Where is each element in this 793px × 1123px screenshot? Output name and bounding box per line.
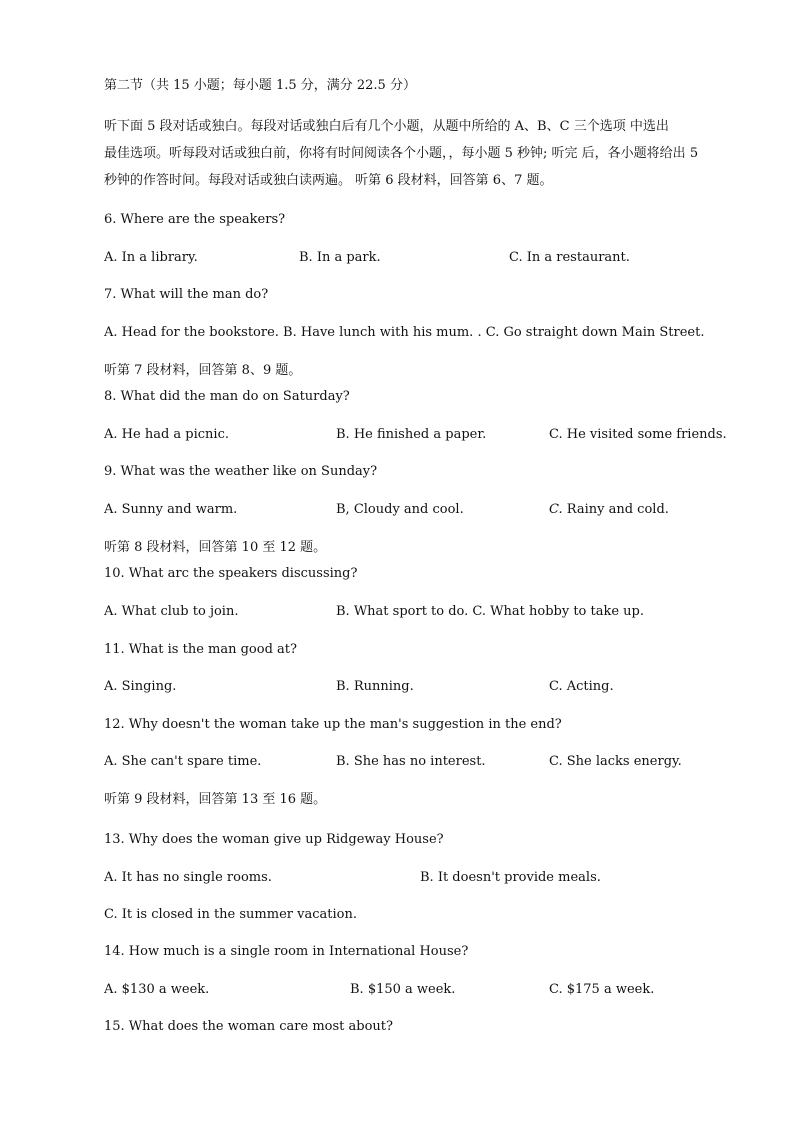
q11-option-b: B. Running. xyxy=(336,679,414,694)
q12-option-b: B. She has no interest. xyxy=(336,754,486,769)
part-8-heading: 听第 8 段材料，回答第 10 至 12 题。 xyxy=(104,540,327,555)
q14-option-c: C. $175 a week. xyxy=(549,982,655,997)
question-11: 11. What is the man good at? xyxy=(104,642,297,657)
q11-option-c: C. Acting. xyxy=(549,679,614,694)
q14-option-a: A. $130 a week. xyxy=(104,982,210,997)
q9-option-c-letter: C. xyxy=(549,502,563,517)
q12-option-c: C. She lacks energy. xyxy=(549,754,682,769)
question-8: 8. What did the man do on Saturday? xyxy=(104,389,350,404)
q13-option-a: A. It has no single rooms. xyxy=(104,870,272,885)
question-10: 10. What arc the speakers discussing? xyxy=(104,566,358,581)
question-7: 7. What will the man do? xyxy=(104,287,269,302)
part-9-heading: 听第 9 段材料，回答第 13 至 16 题。 xyxy=(104,792,327,807)
q12-option-a: A. She can't spare time. xyxy=(104,754,262,769)
question-13: 13. Why does the woman give up Ridgeway House? xyxy=(104,832,444,847)
question-9: 9. What was the weather like on Sunday? xyxy=(104,464,378,479)
q8-option-c: C. He visited some friends. xyxy=(549,427,727,442)
question-14: 14. How much is a single room in International House? xyxy=(104,944,469,959)
q11-option-a: A. Singing. xyxy=(104,679,177,694)
instructions-line-2: 最佳选项。听每段对话或独白前，你将有时间阅读各个小题，，每小题 5 秒钟; 听完 后，各小题将给出 5 xyxy=(104,146,699,161)
section-heading: 第二节（共 15 小题；每小题 1.5 分，满分 22.5 分） xyxy=(104,78,416,93)
q7-options: A. Head for the bookstore. B. Have lunch with his mum. . C. Go straight down Main Street. xyxy=(104,325,705,340)
q13-option-b: B. It doesn't provide meals. xyxy=(420,870,601,885)
q9-option-b: B, Cloudy and cool. xyxy=(336,502,464,517)
q9-option-c-text: Rainy and cold. xyxy=(562,502,669,517)
q8-option-a: A. He had a picnic. xyxy=(104,427,229,442)
q14-option-b: B. $150 a week. xyxy=(350,982,456,997)
q6-option-a: A. In a library. xyxy=(104,250,198,265)
q9-option-c xyxy=(549,501,669,519)
question-15: 15. What does the woman care most about? xyxy=(104,1019,393,1034)
instructions-line-1: 听下面 5 段对话或独白。每段对话或独白后有几个小题，从题中所给的 A、B、C 三个选项 中选出 xyxy=(104,119,669,134)
q10-option-bc: B. What sport to do. C. What hobby to take up. xyxy=(336,604,645,619)
question-6: 6. Where are the speakers? xyxy=(104,212,286,227)
q10-option-a: A. What club to join. xyxy=(104,604,239,619)
q13-option-c: C. It is closed in the summer vacation. xyxy=(104,907,357,922)
q6-option-c: C. In a restaurant. xyxy=(509,250,630,265)
q8-option-b: B. He finished a paper. xyxy=(336,427,487,442)
q6-option-b: B. In a park. xyxy=(299,250,381,265)
q9-option-a: A. Sunny and warm. xyxy=(104,502,238,517)
part-7-heading: 听第 7 段材料，回答第 8、9 题。 xyxy=(104,363,302,378)
instructions-line-3: 秒钟的作答时间。每段对话或独白读两遍。 听第 6 段材料，回答第 6、7 题。 xyxy=(104,173,553,188)
question-12: 12. Why doesn't the woman take up the man's suggestion in the end? xyxy=(104,717,562,732)
